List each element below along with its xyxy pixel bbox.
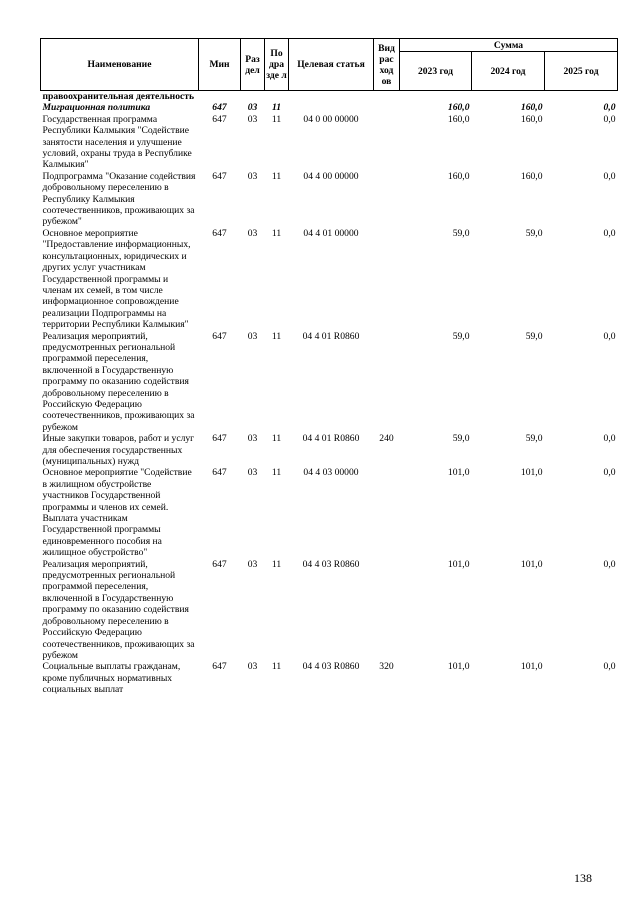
cell-y2023: 160,0 <box>447 102 470 114</box>
header-sum: Сумма <box>400 39 618 52</box>
cell-name: Реализация мероприятий, предусмотренных региональной программой переселения, включенной в Государственную программу по оказанию содействия добровольному переселению в Российскую Федерацию соотечественников, проживающих за рубежом <box>42 330 195 433</box>
cell-min: 647 <box>212 102 227 114</box>
table-row <box>41 114 618 171</box>
cell-y2024: 101,0 <box>520 558 543 570</box>
cell-vid: 240 <box>379 433 394 445</box>
cell-name: Подпрограмма "Оказание содействия добровольному переселению в Республику Калмыкия соотечественников, проживающих за рубежом" <box>42 170 196 228</box>
cell-rz: 03 <box>247 330 258 342</box>
cell-rz: 03 <box>247 170 258 182</box>
cell-min: 647 <box>212 433 227 445</box>
cell-rz: 03 <box>247 558 258 570</box>
continuation-text: правоохранительная деятельность <box>42 91 195 102</box>
cell-name: Иные закупки товаров, работ и услуг для обеспечения государственных (муниципальных) нужд <box>42 433 195 467</box>
cell-rz: 03 <box>247 113 258 125</box>
cell-vid <box>374 171 400 228</box>
header-target: Целевая статья <box>289 39 374 91</box>
cell-y2023: 101,0 <box>447 558 470 570</box>
cell-name: Государственная программа Республики Калмыкия "Содействие занятости населения и улучшение условий, охраны труда в Республике Калмыкия" <box>42 113 192 171</box>
cell-target <box>289 102 374 113</box>
header-vid: Вид рас ход ов <box>374 39 400 91</box>
header-min: Мин <box>199 39 241 91</box>
cell-target: 04 4 01 R0860 <box>302 330 360 342</box>
page-number: 138 <box>574 871 592 885</box>
cell-y2023: 59,0 <box>452 433 470 445</box>
cell-y2024: 59,0 <box>525 433 543 445</box>
cell-pr: 11 <box>271 170 282 182</box>
cell-target: 04 4 01 R0860 <box>302 433 360 445</box>
table-row <box>41 171 618 228</box>
header-2025: 2025 год <box>545 52 618 91</box>
continuation-row <box>41 91 618 103</box>
cell-target: 04 4 03 00000 <box>303 467 359 479</box>
cell-y2025: 0,0 <box>603 433 616 445</box>
table-row <box>41 433 618 467</box>
cell-min: 647 <box>212 467 227 479</box>
header-name: Наименование <box>41 39 199 91</box>
cell-target: 04 4 03 R0860 <box>302 558 360 570</box>
cell-name: Социальные выплаты гражданам, кроме публичных нормативных социальных выплат <box>42 661 181 696</box>
cell-y2023: 160,0 <box>447 170 470 182</box>
header-2023: 2023 год <box>400 52 472 91</box>
cell-pr: 11 <box>271 661 282 673</box>
cell-y2025: 0,0 <box>603 467 616 479</box>
cell-target: 04 4 03 R0860 <box>302 661 360 673</box>
table-row <box>41 559 618 662</box>
cell-min: 647 <box>212 227 227 239</box>
cell-rz: 03 <box>247 467 258 479</box>
cell-y2025: 0,0 <box>603 102 616 114</box>
budget-table <box>40 38 618 696</box>
header-2024: 2024 год <box>472 52 545 91</box>
cell-y2025: 0,0 <box>603 170 616 182</box>
header-razdel: Раз дел <box>241 39 265 91</box>
table-row <box>41 467 618 558</box>
cell-y2024: 160,0 <box>520 170 543 182</box>
cell-target: 04 0 00 00000 <box>303 113 359 125</box>
cell-min: 647 <box>212 558 227 570</box>
header-podrazdel: По дра зде л <box>265 39 289 91</box>
cell-vid <box>374 467 400 558</box>
cell-y2024: 160,0 <box>520 102 543 114</box>
cell-y2024: 59,0 <box>525 330 543 342</box>
cell-pr: 11 <box>271 467 282 479</box>
cell-min: 647 <box>212 170 227 182</box>
cell-vid <box>374 102 400 113</box>
cell-rz: 03 <box>247 433 258 445</box>
cell-rz: 03 <box>247 102 258 114</box>
cell-y2023: 101,0 <box>447 661 470 673</box>
cell-name: Миграционная политика <box>42 102 151 114</box>
cell-pr: 11 <box>271 433 282 445</box>
table-row <box>41 228 618 331</box>
cell-pr: 11 <box>271 558 282 570</box>
cell-y2024: 101,0 <box>520 467 543 479</box>
cell-target: 04 4 00 00000 <box>303 170 359 182</box>
cell-min: 647 <box>212 661 227 673</box>
cell-vid <box>374 331 400 434</box>
table-row <box>41 331 618 434</box>
cell-target: 04 4 01 00000 <box>303 227 359 239</box>
table-row <box>41 102 618 113</box>
cell-vid <box>374 559 400 662</box>
cell-y2025: 0,0 <box>603 558 616 570</box>
cell-y2025: 0,0 <box>603 330 616 342</box>
cell-y2025: 0,0 <box>603 661 616 673</box>
cell-min: 647 <box>212 330 227 342</box>
cell-pr: 11 <box>271 102 282 114</box>
cell-rz: 03 <box>247 227 258 239</box>
cell-name: Реализация мероприятий, предусмотренных региональной программой переселения, включенной в Государственную программу по оказанию содействия добровольному переселению в Российскую Федерацию соотечественников, проживающих за рубежом <box>42 558 195 661</box>
table-body <box>41 91 618 696</box>
cell-rz: 03 <box>247 661 258 673</box>
cell-y2024: 101,0 <box>520 661 543 673</box>
cell-y2024: 59,0 <box>525 227 543 239</box>
cell-y2024: 160,0 <box>520 113 543 125</box>
cell-vid <box>374 228 400 331</box>
cell-y2025: 0,0 <box>603 113 616 125</box>
cell-pr: 11 <box>271 330 282 342</box>
cell-pr: 11 <box>271 227 282 239</box>
cell-min: 647 <box>212 113 227 125</box>
cell-y2023: 59,0 <box>452 227 470 239</box>
cell-name: Основное мероприятие "Предоставление информационных, консультационных, юридических и других услуг участникам Государственной программы и членам их семей, в том числе информационное сопровождение реализации Подпрограммы на территории Республики Калмыкия" <box>42 227 191 331</box>
cell-name: Основное мероприятие "Содействие в жилищном обустройстве участников Государственной программы и членов их семей. Выплата участникам Государственной программы единовременного пособия на жилищное обустройство" <box>42 467 192 559</box>
cell-y2023: 160,0 <box>447 113 470 125</box>
table-row <box>41 661 618 695</box>
cell-vid <box>374 114 400 171</box>
cell-y2025: 0,0 <box>603 227 616 239</box>
cell-y2023: 59,0 <box>452 330 470 342</box>
cell-pr: 11 <box>271 113 282 125</box>
cell-vid: 320 <box>379 661 394 673</box>
cell-y2023: 101,0 <box>447 467 470 479</box>
